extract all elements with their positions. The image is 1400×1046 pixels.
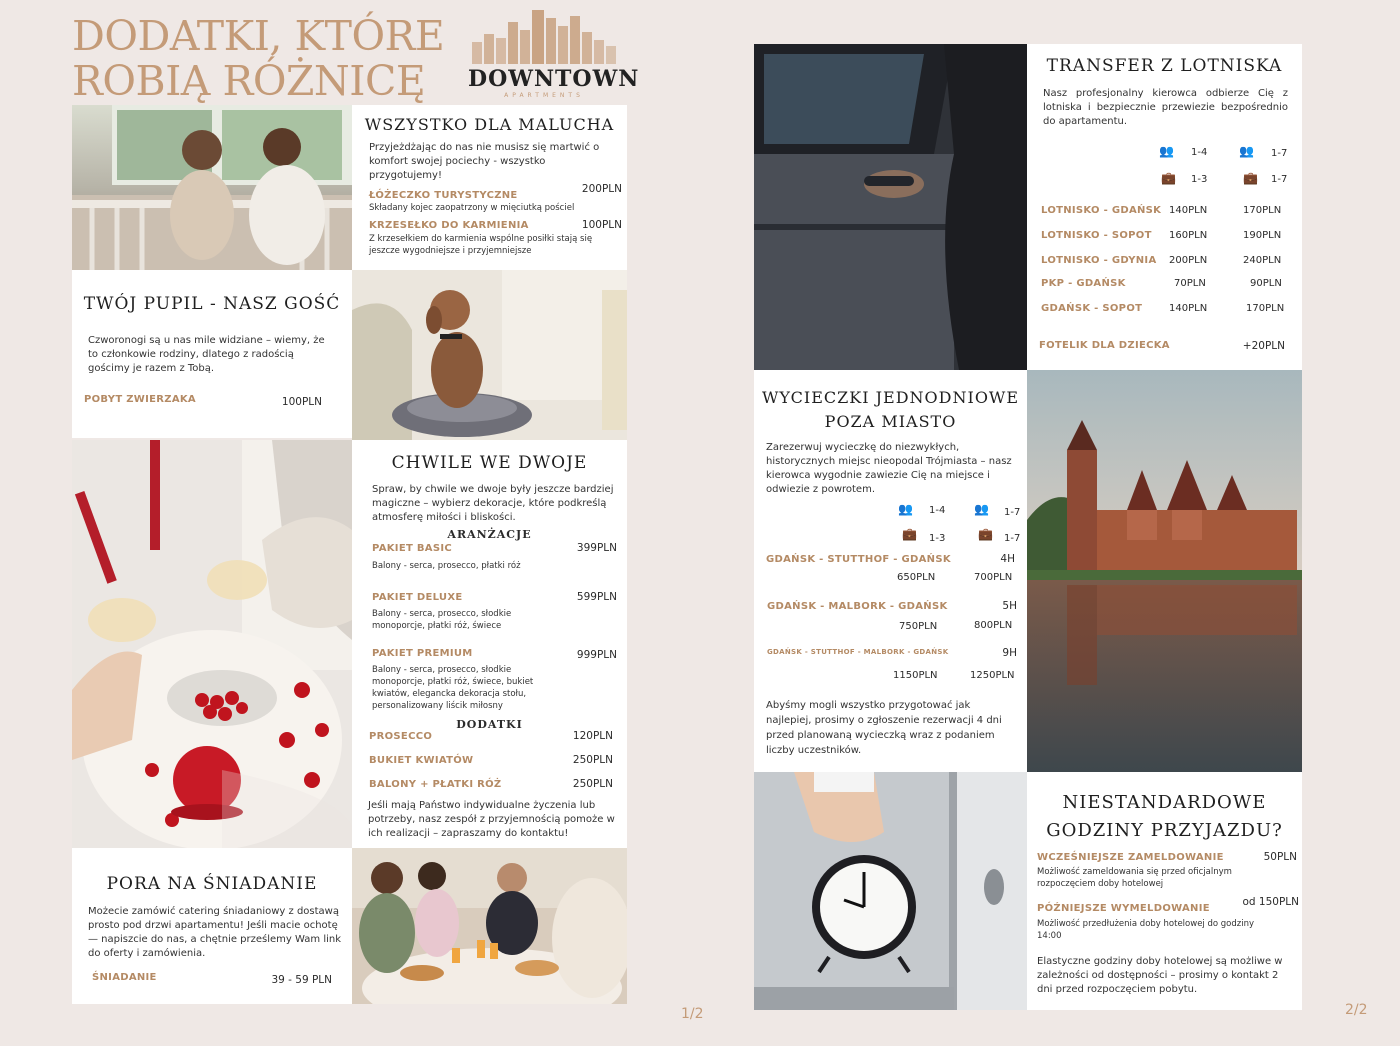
- luggage-icon: 💼: [902, 527, 917, 541]
- early-checkin-name: WCZEŚNIEJSZE ZAMELDOWANIE: [1037, 852, 1224, 863]
- dog-photo: [352, 270, 627, 440]
- trip-route-2-time: 5H: [1002, 600, 1017, 612]
- hours-outro: Elastyczne godziny doby hotelowej są możliwe w zależności od dostępności – prosimy o kontakt 2 dni przed rozpoczęciem pobytu.: [1037, 956, 1283, 995]
- baby-intro: Przyjeżdżając do nas nie musisz się martwić o komfort swojej pociechy - wszystko przygotujemy!: [369, 142, 600, 181]
- baby-item1-price: 200PLN: [581, 183, 622, 195]
- hours-title-line1: NIESTANDARDOWE: [1062, 792, 1267, 813]
- addon-prosecco-name: PROSECCO: [369, 731, 433, 742]
- couple-title: CHWILE WE DWOJE: [391, 453, 588, 473]
- hours-title-line2: GODZINY PRZYJAZDU?: [1046, 820, 1283, 841]
- early-checkin-price: 50PLN: [1263, 851, 1297, 863]
- package-premium-desc: Balony - serca, prosecco, słodkie monoporcje, płatki róż, świece, bukiet kwiatów, elegancka dekoracja stołu, personalizowany liścik miłosny: [372, 665, 534, 711]
- clock-photo: [754, 772, 1027, 1010]
- trip-route-3-price-a: 1150PLN: [893, 670, 938, 681]
- people-icon: 👥: [898, 502, 913, 516]
- trips-title-line2: POZA MIASTO: [824, 412, 957, 431]
- transfer-bags-a: 1-3: [1191, 174, 1208, 185]
- package-premium-name: PAKIET PREMIUM: [372, 648, 473, 659]
- transfer-row: [1041, 205, 1291, 219]
- transfer-route-price-a: 160PLN: [1169, 230, 1208, 241]
- trip-route-1-price-a: 650PLN: [897, 572, 936, 583]
- child-seat-name: FOTELIK DLA DZIECKA: [1039, 340, 1170, 351]
- breakfast-panel: [72, 848, 352, 1004]
- pet-title: TWÓJ PUPIL - NASZ GOŚĆ: [83, 294, 341, 314]
- trip-route-2-price-a: 750PLN: [899, 621, 938, 632]
- transfer-panel: [1027, 44, 1302, 370]
- luggage-icon: 💼: [978, 527, 993, 541]
- hours-panel: [1027, 772, 1302, 1010]
- skyline-icon: [468, 8, 620, 64]
- trips-bags-b: 1-7: [1004, 533, 1021, 544]
- people-icon: 👥: [974, 502, 989, 516]
- trips-title-line1: WYCIECZKI JEDNODNIOWE: [761, 388, 1020, 407]
- transfer-route-name: LOTNISKO - GDAŃSK: [1041, 205, 1162, 216]
- package-basic-desc: Balony - serca, prosecco, płatki róż: [372, 561, 521, 571]
- couple-intro: Spraw, by chwile we dwoje były jeszcze bardziej magiczne – wybierz dekoracje, które podkreślą atmosferę miłości i bliskości.: [372, 484, 614, 523]
- pet-panel: [72, 270, 352, 438]
- page-number-left: 1/2: [681, 1006, 704, 1022]
- breakfast-item-price: 39 - 59 PLN: [271, 974, 332, 986]
- addon-balloons-name: BALONY + PŁATKI RÓŻ: [369, 779, 502, 790]
- transfer-route-price-a: 70PLN: [1174, 278, 1206, 289]
- trip-route-2-name: GDAŃSK - MALBORK - GDAŃSK: [767, 601, 948, 612]
- baby-title: WSZYSTKO DLA MALUCHA: [364, 115, 615, 134]
- pet-item-name: POBYT ZWIERZAKA: [84, 394, 196, 405]
- trip-route-1-time: 4H: [1000, 553, 1015, 565]
- breakfast-item-name: ŚNIADANIE: [92, 972, 157, 983]
- package-basic-price: 399PLN: [576, 542, 617, 554]
- trip-route-1-price-b: 700PLN: [974, 572, 1013, 583]
- transfer-route-price-a: 140PLN: [1169, 205, 1208, 216]
- late-checkout-price: od 150PLN: [1242, 896, 1299, 908]
- pet-item-price: 100PLN: [281, 396, 322, 408]
- addon-flowers-name: BUKIET KWIATÓW: [369, 755, 474, 766]
- page-heading: [72, 14, 444, 104]
- trip-route-1-name: GDAŃSK - STUTTHOF - GDAŃSK: [766, 554, 951, 565]
- transfer-bags-b: 1-7: [1271, 174, 1288, 185]
- transfer-route-name: GDAŃSK - SOPOT: [1041, 303, 1143, 314]
- transfer-route-price-b: 170PLN: [1246, 303, 1285, 314]
- luggage-icon: 💼: [1161, 171, 1176, 185]
- baby-item2-desc: Z krzesełkiem do karmienia wspólne posiłki stają się jeszcze wygodniejsze i przyjemniejsze: [369, 234, 593, 256]
- late-checkout-name: PÓŹNIEJSZE WYMELDOWANIE: [1037, 903, 1210, 914]
- transfer-route-price-a: 200PLN: [1169, 255, 1208, 266]
- transfer-row: [1041, 278, 1291, 292]
- baby-item2-name: KRZESEŁKO DO KARMIENIA: [369, 220, 529, 231]
- transfer-row: [1041, 255, 1291, 269]
- page-number-right: 2/2: [1345, 1002, 1368, 1018]
- trips-outro: Abyśmy mogli wszystko przygotować jak najlepiej, prosimy o zgłoszenie rezerwacji 4 dni przed planowaną wycieczką wraz z podaniem liczby uczestników.: [766, 700, 1002, 756]
- transfer-route-price-b: 170PLN: [1243, 205, 1282, 216]
- package-deluxe-name: PAKIET DELUXE: [372, 592, 463, 603]
- transfer-row: [1041, 230, 1291, 244]
- child-seat-price: +20PLN: [1242, 340, 1285, 352]
- people-icon: 👥: [1239, 144, 1254, 158]
- page-heading-line1: DODATKI, KTÓRE: [72, 12, 445, 60]
- baby-panel: [352, 105, 627, 270]
- transfer-route-name: PKP - GDAŃSK: [1041, 278, 1126, 289]
- addon-flowers-price: 250PLN: [572, 754, 613, 766]
- transfer-intro: Nasz profesjonalny kierowca odbierze Cię z lotniska i bezpiecznie przewiezie bezpośrednio do apartamentu.: [1043, 88, 1288, 127]
- early-checkin-desc: Możliwość zameldowania się przed oficjalnym rozpoczęciem doby hotelowej: [1037, 867, 1232, 889]
- late-checkout-desc: Możliwość przedłużenia doby hotelowej do godziny 14:00: [1037, 919, 1255, 941]
- breakfast-photo: [352, 848, 627, 1004]
- transfer-people-a: 1-4: [1191, 147, 1208, 158]
- couple-arrangements-heading: ARANŻACJE: [447, 528, 532, 541]
- breakfast-intro: Możecie zamówić catering śniadaniowy z dostawą prosto pod drzwi apartamentu! Jeśli macie ochotę — napiszcie do nas, a chętnie prześlemy Wam link do oferty i zamówienia.: [88, 906, 341, 959]
- trips-panel: [754, 370, 1027, 772]
- breakfast-title: PORA NA ŚNIADANIE: [106, 874, 318, 894]
- trip-route-2-price-b: 800PLN: [974, 620, 1013, 631]
- transfer-route-price-b: 240PLN: [1243, 255, 1282, 266]
- package-deluxe-price: 599PLN: [576, 591, 617, 603]
- trip-route-3-name: GDAŃSK - STUTTHOF - MALBORK - GDAŃSK: [767, 648, 949, 656]
- addon-balloons-price: 250PLN: [572, 778, 613, 790]
- package-basic-name: PAKIET BASIC: [372, 543, 452, 554]
- trip-route-3-time: 9H: [1002, 647, 1017, 659]
- baby-item1-desc: Składany kojec zaopatrzony w mięciutką pościel: [369, 203, 575, 213]
- transfer-route-price-a: 140PLN: [1169, 303, 1208, 314]
- package-premium-price: 999PLN: [576, 649, 617, 661]
- car-photo: [754, 44, 1027, 370]
- pet-intro: Czworonogi są u nas mile widziane – wiemy, że to członkowie rodziny, dlatego z radością gościmy je razem z Tobą.: [88, 335, 325, 374]
- couple-panel: [352, 440, 627, 848]
- transfer-title: TRANSFER Z LOTNISKA: [1046, 56, 1283, 76]
- trips-bags-a: 1-3: [929, 533, 946, 544]
- page-heading-line2: ROBIĄ RÓŻNICĘ: [72, 57, 426, 105]
- couple-addons-heading: DODATKI: [456, 718, 523, 731]
- castle-photo: [1027, 370, 1302, 772]
- luggage-icon: 💼: [1243, 171, 1258, 185]
- trips-people-b: 1-7: [1004, 507, 1021, 518]
- downtown-logo: [468, 8, 640, 99]
- couple-photo: [72, 440, 352, 848]
- baby-item2-price: 100PLN: [581, 219, 622, 231]
- trips-intro: Zarezerwuj wycieczkę do niezwykłych, historycznych miejsc nieopodal Trójmiasta – nasz kierowca wygodnie zawiezie Cię na miejsce i odwiezie z powrotem.: [766, 442, 1012, 495]
- transfer-route-price-b: 90PLN: [1250, 278, 1282, 289]
- couple-outro: Jeśli mają Państwo indywidualne życzenia lub potrzeby, nasz zespół z przyjemnością pomoże w ich realizacji – zapraszamy do kontaktu!: [368, 800, 615, 839]
- transfer-route-price-b: 190PLN: [1243, 230, 1282, 241]
- package-deluxe-desc: Balony - serca, prosecco, słodkie monoporcje, płatki róż, świece: [372, 609, 512, 631]
- logo-text: DOWNTOWN: [468, 66, 640, 92]
- people-icon: 👥: [1159, 144, 1174, 158]
- baby-photo: [72, 105, 352, 270]
- baby-item1-name: ŁÓŻECZKO TURYSTYCZNE: [369, 190, 518, 201]
- transfer-route-name: LOTNISKO - GDYNIA: [1041, 255, 1157, 266]
- transfer-row: [1041, 303, 1291, 317]
- trips-people-a: 1-4: [929, 505, 946, 516]
- addon-prosecco-price: 120PLN: [572, 730, 613, 742]
- trip-route-3-price-b: 1250PLN: [970, 670, 1015, 681]
- transfer-route-name: LOTNISKO - SOPOT: [1041, 230, 1152, 241]
- logo-subtext: APARTMENTS: [504, 92, 584, 99]
- transfer-people-b: 1-7: [1271, 148, 1288, 159]
